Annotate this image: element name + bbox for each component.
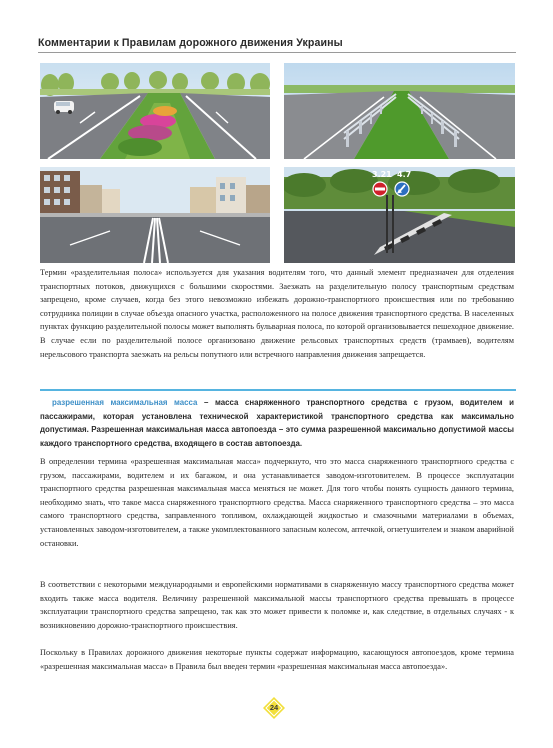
paragraph-road-train: Поскольку в Правилах дорожного движения некоторые пункты содержат информацию, касающуюся автопоездов, кроме термина «разрешенная максимальная масса» в Правила был введен термин «разрешенная максимальная масса автопоезда».: [40, 648, 514, 671]
running-header: Комментарии к Правилам дорожного движения Украины: [38, 37, 343, 49]
photo-barrier-signs: [284, 167, 515, 263]
definition-body: – масса снаряженного транспортного средства с грузом, водителем и пассажирами, которая установлена технической характеристикой транспортного средства как максимально допустимая. Разрешенная максимальная масса автопоезда – это сумма разрешенной максимально допустимой массы каждого транспортного средства, входящего в состав автопоезда.: [40, 398, 514, 448]
paragraph-driver-mass: В соответствии с некоторыми международными и европейскими нормативами в снаряженную массу транспортного средства может входить также масса водителя. Величину разрешенной максимальной массы транспортного средства превышать в процессе эксплуатации транспортного средства запрещено, так как это может привести к поломке и, как следствие, в отдельных случаях - к возникновению дорожно-транспортного происшествия.: [40, 580, 514, 630]
definition-block: [40, 396, 514, 450]
definition-rule: [40, 389, 516, 391]
definition-term: разрешенная максимальная масса: [52, 398, 198, 407]
sign-label-3-21: 3.21: [372, 170, 392, 179]
sign-label-4-7: 4.7: [397, 170, 412, 179]
keep-left-sign-icon: [395, 182, 409, 196]
header-rule: [38, 52, 516, 53]
photo-guardrail-median: [284, 63, 515, 159]
page-number: 24: [269, 703, 279, 712]
photo-city-street: [40, 167, 270, 263]
photo-flower-median: [40, 63, 270, 159]
no-entry-sign-icon: [373, 182, 387, 196]
paragraph-max-mass: В определении термина «разрешенная максимальная масса» подчеркнуто, что это масса снаряженного транспортного средства с грузом, пассажирами, водителем и их багажом, и она устанавливается заводом-изготовителем. В процессе эксплуатации транспортного средства разрешенная максимальная масса меняться не может. Для того чтобы понять сущность данного термина, необходимо знать, что такое масса снаряженного транспортного средства. Масса снаряженного транспортного средства – это масса самого транспортного средства, заправленного топливом, охлаждающей жидкостью и смазочными материалами в объемах, установленных заводом-изготовителем, а также укомплектованного запасным колесом, аптечкой, огнетушителем и знаком аварийной остановки.: [40, 457, 514, 548]
paragraph-dividing-strip: Термин «разделительная полоса» используется для указания водителям того, что данный элемент предназначен для отделения транспортных потоков, движущихся с большими скоростями. Заезжать на разделительную полосу транспортным средствам запрещено, кроме случаев, когда без этого невозможно избежать дорожно-транспортного происшествия или по требованию сотрудника полиции в случае объезда опасного участка, расположенного на полосе движения транспортного средства. В населенных пунктах функцию разделительной полосы может выполнять бульварная полоса, по которой организовывается пешеходное движение. В случае если по разделительной полосе организовано движение рельсовых транспортных средств (трамваев), водителям нерельсового транспорта заезжать на рельсы попутного или встречного направления движения запрещается.: [40, 268, 514, 359]
page-number-badge: [263, 697, 285, 719]
